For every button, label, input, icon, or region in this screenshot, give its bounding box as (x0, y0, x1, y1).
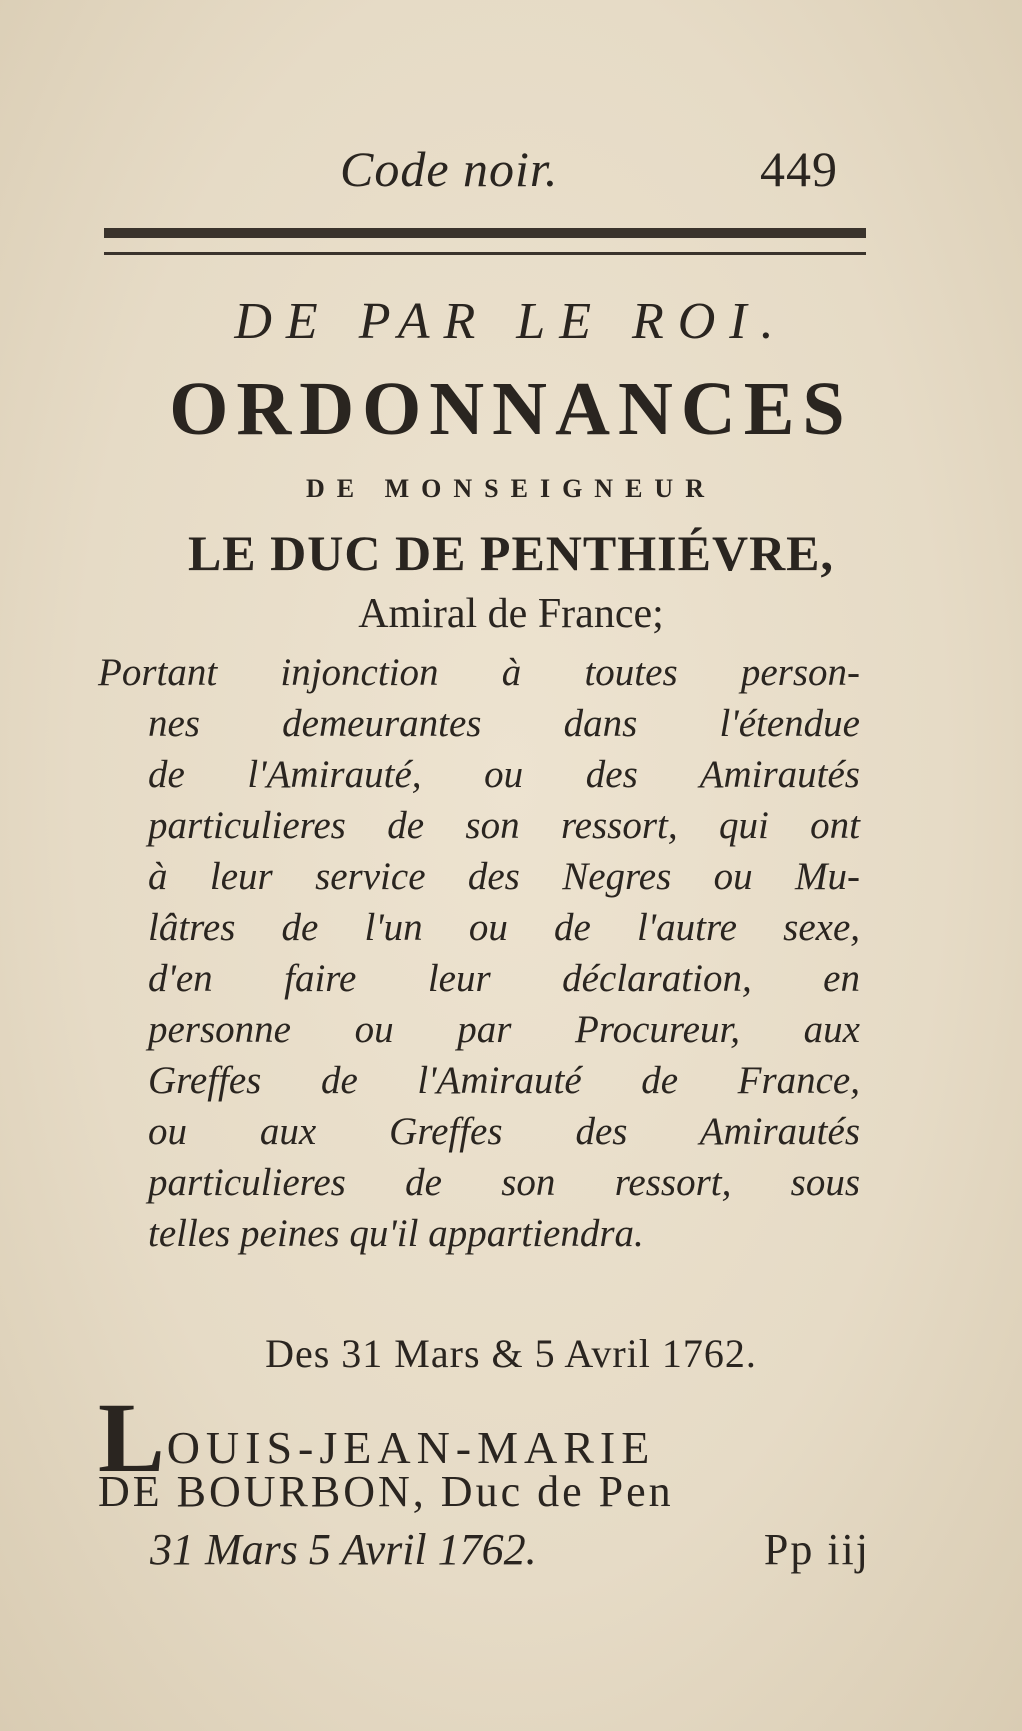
header-rule-thin (104, 252, 866, 255)
summary-line: à leur service des Negres ou Mu- (148, 855, 860, 898)
summary-line: ou aux Greffes des Amirautés (148, 1110, 860, 1153)
running-head-title: Code noir. (340, 141, 559, 197)
footer-date: 31 Mars 5 Avril 1762. (150, 1525, 537, 1574)
summary-line: Portant injonction à toutes person- (98, 651, 860, 694)
summary-line: de l'Amirauté, ou des Amirautés (148, 753, 860, 796)
ordinance-date: Des 31 Mars & 5 Avril 1762. (265, 1331, 757, 1376)
running-head (0, 140, 1022, 210)
summary-line: d'en faire leur déclaration, en (148, 957, 860, 1000)
page-footer (150, 1524, 870, 1575)
heading-duc-de-penthievre: LE DUC DE PENTHIÉVRE, (187, 525, 835, 581)
heading-ordonnances: ORDONNANCES (169, 367, 853, 451)
summary-line: Greffes de l'Amirauté de France, (148, 1059, 860, 1102)
louis-rest: OUIS-JEAN-MARIE (166, 1422, 656, 1473)
summary-line: particulieres de son ressort, qui ont (148, 804, 860, 847)
header-rule-thick (104, 228, 866, 238)
text-de-bourbon: DE BOURBON, Duc de Pen (98, 1467, 674, 1516)
drop-cap: L (98, 1382, 167, 1493)
page-number: 449 (760, 141, 838, 197)
summary-line: nes demeurantes dans l'étendue (148, 702, 860, 745)
summary-line: telles peines qu'il appartiendra. (148, 1212, 644, 1255)
summary-line: particulieres de son ressort, sous (148, 1161, 860, 1204)
heading-amiral-de-france: Amiral de France; (358, 591, 664, 637)
heading-de-monseigneur: DE MONSEIGNEUR (306, 474, 716, 503)
heading-de-par-le-roi: DE PAR LE ROI. (234, 293, 788, 350)
signature-mark: Pp iij (763, 1525, 870, 1574)
summary-line: personne ou par Procureur, aux (148, 1008, 860, 1051)
summary-line: lâtres de l'un ou de l'autre sexe, (148, 906, 860, 949)
